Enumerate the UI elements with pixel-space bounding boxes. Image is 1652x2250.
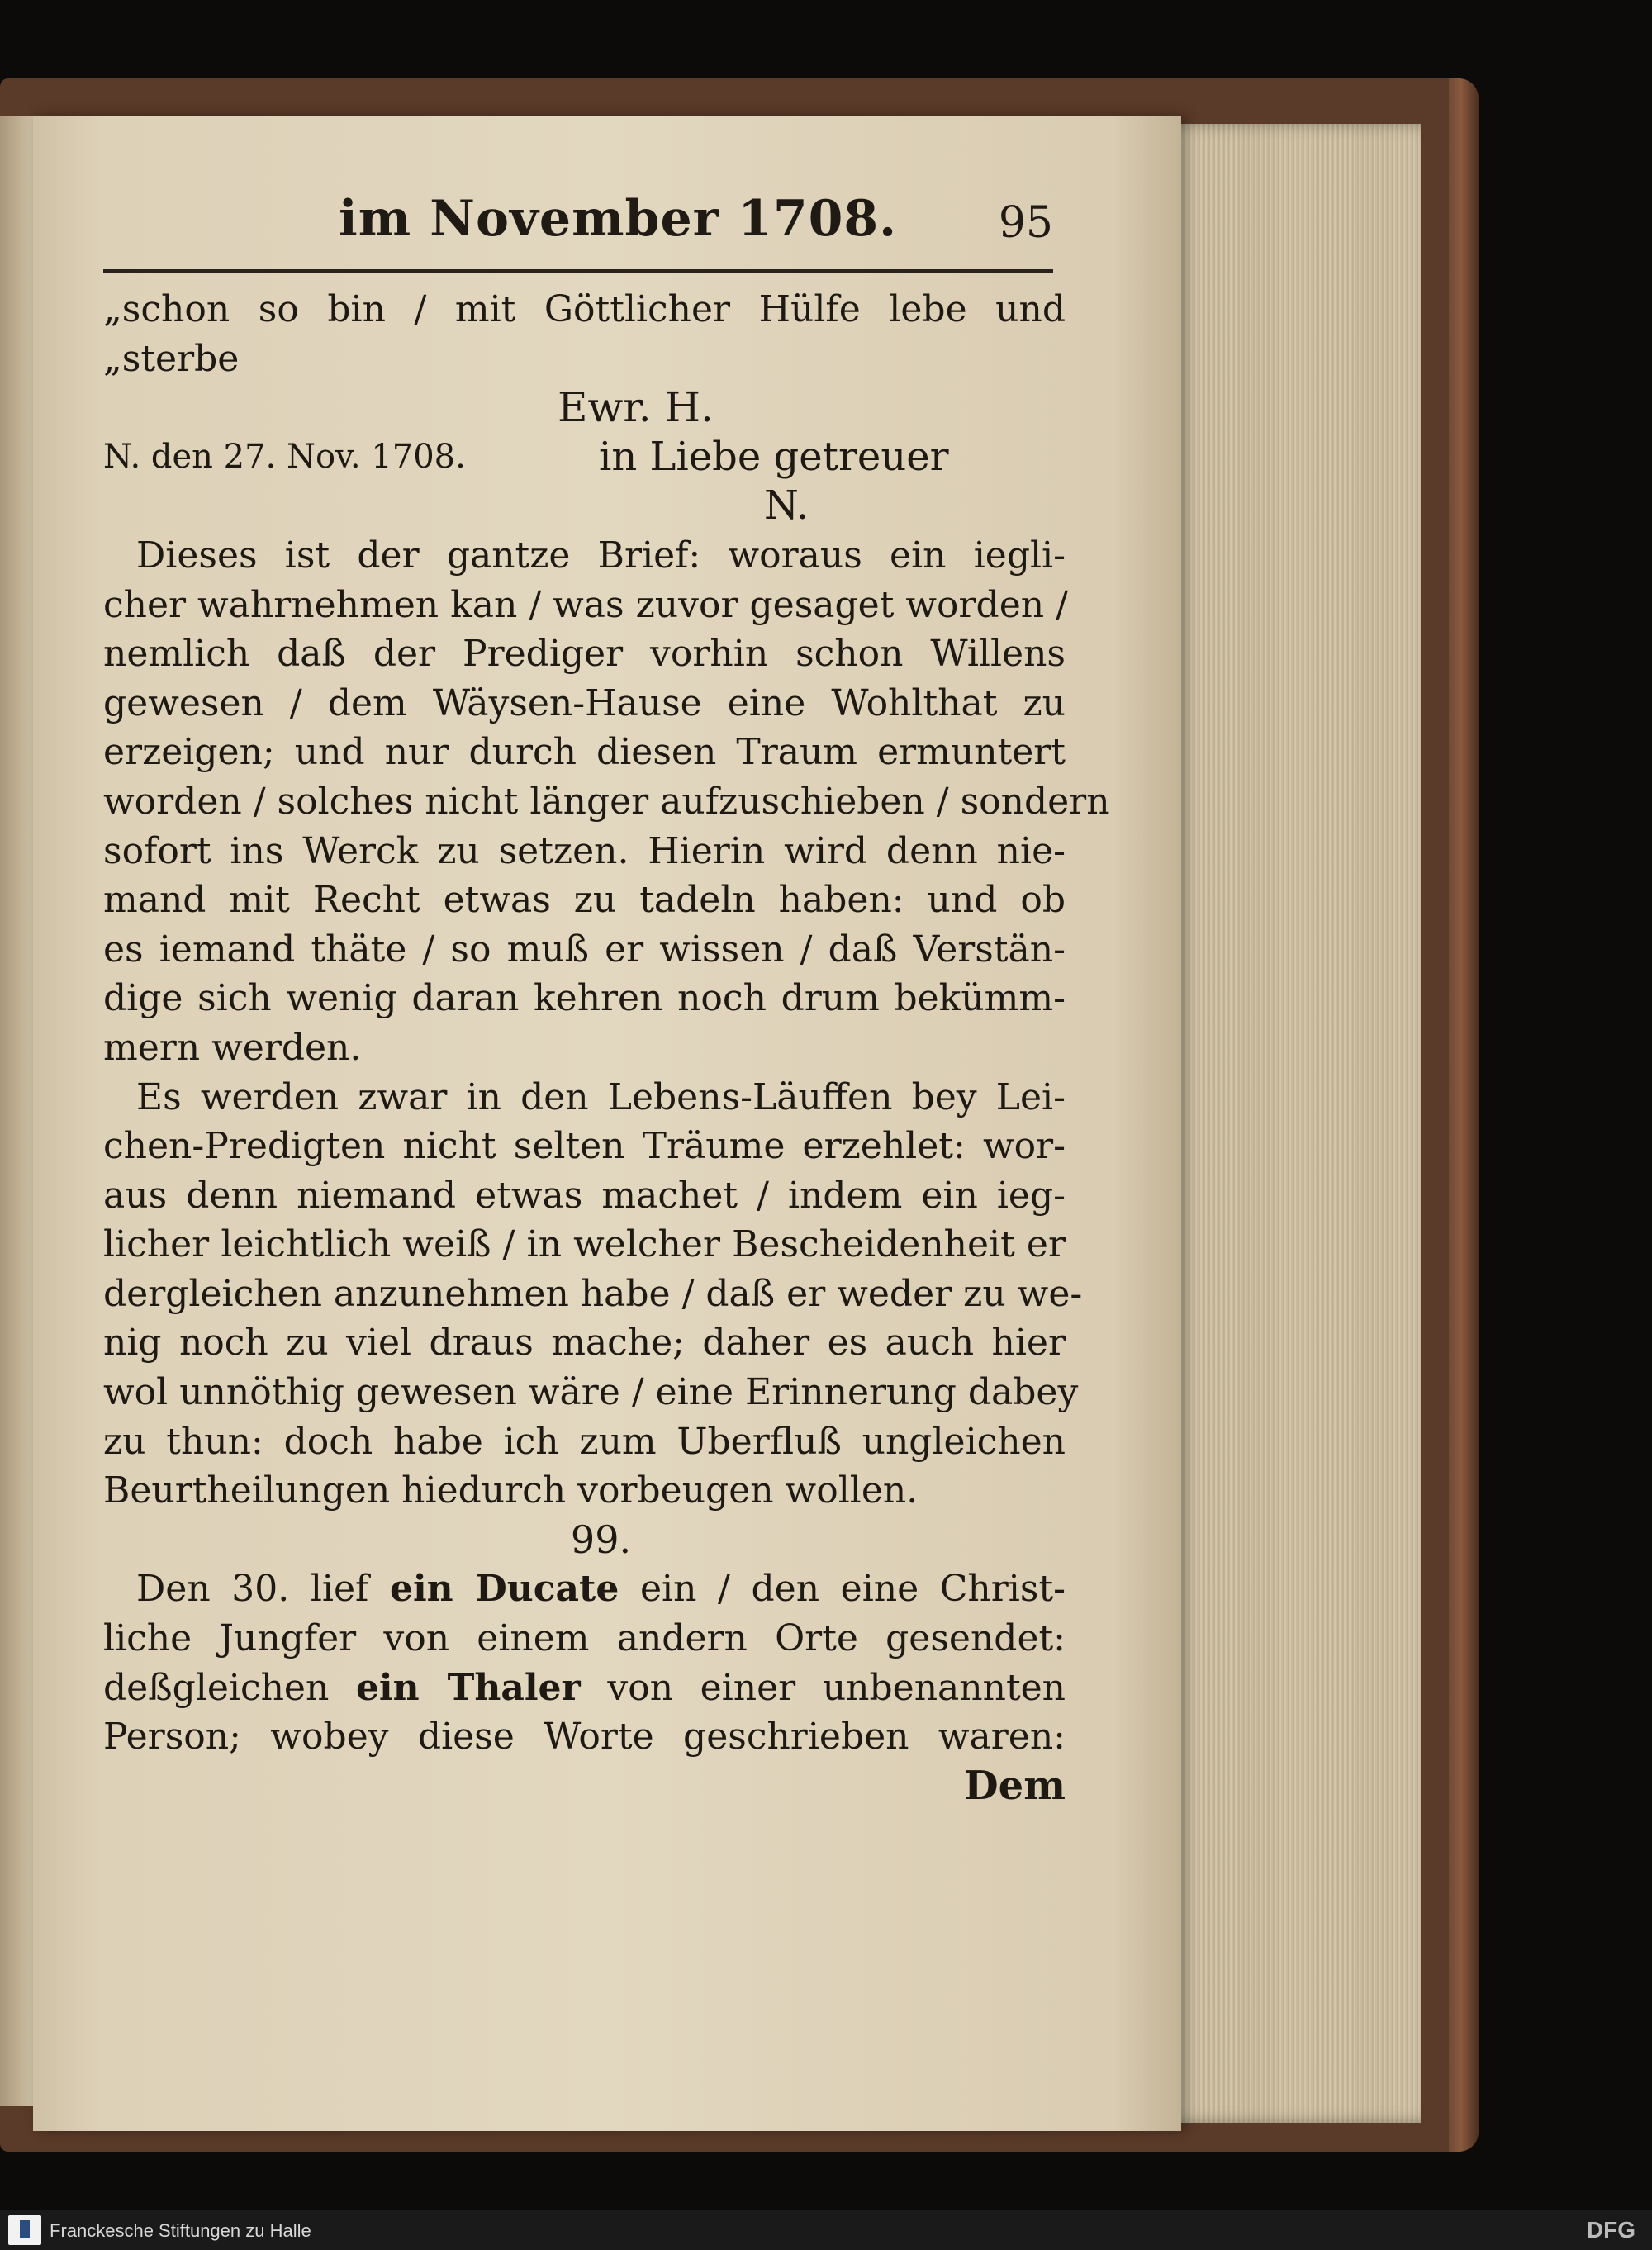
text-line: zu thun: doch habe ich zum Uberfluß ungleichen [103, 1420, 1066, 1463]
viewer-footer [0, 2210, 1652, 2250]
signature-date-row [103, 433, 1066, 482]
letter-closing: in Liebe getreuer [599, 433, 949, 480]
page-header [103, 190, 1053, 281]
page-number: 95 [998, 198, 1053, 248]
text-line: chen-Predigten nicht selten Träume erzehlet: wor- [103, 1125, 1066, 1168]
page-edges [1148, 124, 1421, 2123]
paragraph-2 [103, 1073, 1083, 1516]
dfg-logo: DFG [1586, 2217, 1635, 2243]
text-line: dergleichen anzunehmen habe / daß er weder zu we- [103, 1272, 1083, 1315]
text-line: mand mit Recht etwas zu tadeln haben: und ob [103, 879, 1066, 922]
text-line: erzeigen; und nur durch diesen Traum ermuntert [103, 731, 1066, 774]
text-line [103, 1564, 1066, 1614]
cover-edge [1449, 78, 1479, 2152]
institution-name: Franckesche Stiftungen zu Halle [50, 2220, 311, 2241]
book-page [33, 116, 1181, 2131]
paragraph-1 [103, 531, 1110, 1073]
text-line: liche Jungfer von einem andern Orte gesendet: [103, 1617, 1066, 1660]
bold-text: ein Ducate [389, 1568, 620, 1611]
text-line: Beurtheilungen hiedurch vorbeugen wollen. [103, 1469, 919, 1512]
text-run: deßgleichen [103, 1666, 356, 1709]
text-line: nemlich daß der Prediger vorhin schon Willens [103, 633, 1066, 676]
letter-signature: N. [764, 482, 809, 529]
text-line: gewesen / dem Wäysen-Hause eine Wohlthat zu [103, 681, 1066, 724]
text-run: Den 30. lief [136, 1568, 390, 1611]
signature-name-row [103, 482, 1066, 531]
text-line: worden / solches nicht länger aufzuschieben / sondern [103, 780, 1110, 823]
text-run: ein / den eine Christ- [619, 1568, 1066, 1611]
text-line: nig noch zu viel draus mache; daher es auch hier [103, 1322, 1066, 1365]
text-line: cher wahrnehmen kan / was zuvor gesaget worden / [103, 583, 1068, 626]
text-line: Dieses ist der gantze Brief: woraus ein iegli- [136, 534, 1066, 577]
catchword: Dem [964, 1762, 1066, 1809]
text-line: sofort ins Werck zu setzen. Hierin wird denn nie- [103, 829, 1066, 872]
header-rule [103, 269, 1053, 273]
text-run: von einer unbenannten [580, 1666, 1066, 1709]
text-line [103, 1664, 1066, 1713]
bold-text: ein Thaler [355, 1666, 581, 1709]
letter-date: N. den 27. Nov. 1708. [103, 437, 466, 476]
text-line: mern werden. [103, 1026, 362, 1069]
text-line: Person; wobey diese Worte geschrieben waren: [103, 1716, 1066, 1759]
text-line: es iemand thäte / so muß er wissen / daß Verstän- [103, 928, 1066, 971]
text-line: wol unnöthig gewesen wäre / eine Erinnerung dabey [103, 1371, 1079, 1414]
page-body [103, 285, 1110, 1811]
text-line: aus denn niemand etwas machet / indem ein ieg- [103, 1174, 1066, 1217]
signature-greeting-row [103, 383, 1066, 433]
text-line: licher leichtlich weiß / in welcher Bescheidenheit er [103, 1223, 1066, 1266]
text-line: dige sich wenig daran kehren noch drum bekümm- [103, 977, 1066, 1020]
paragraph-3 [103, 1564, 1066, 1761]
text-line: „schon so bin / mit Göttlicher Hülfe lebe und [103, 288, 1066, 330]
previous-page-edge [0, 116, 36, 2106]
running-head: im November 1708. [339, 190, 898, 248]
institution-logo-icon [8, 2215, 41, 2245]
section-number: 99. [570, 1517, 632, 1562]
text-line: „sterbe [103, 337, 240, 380]
letter-greeting: Ewr. H. [558, 383, 714, 432]
text-line: Es werden zwar in den Lebens-Läuffen bey Lei- [136, 1075, 1066, 1118]
